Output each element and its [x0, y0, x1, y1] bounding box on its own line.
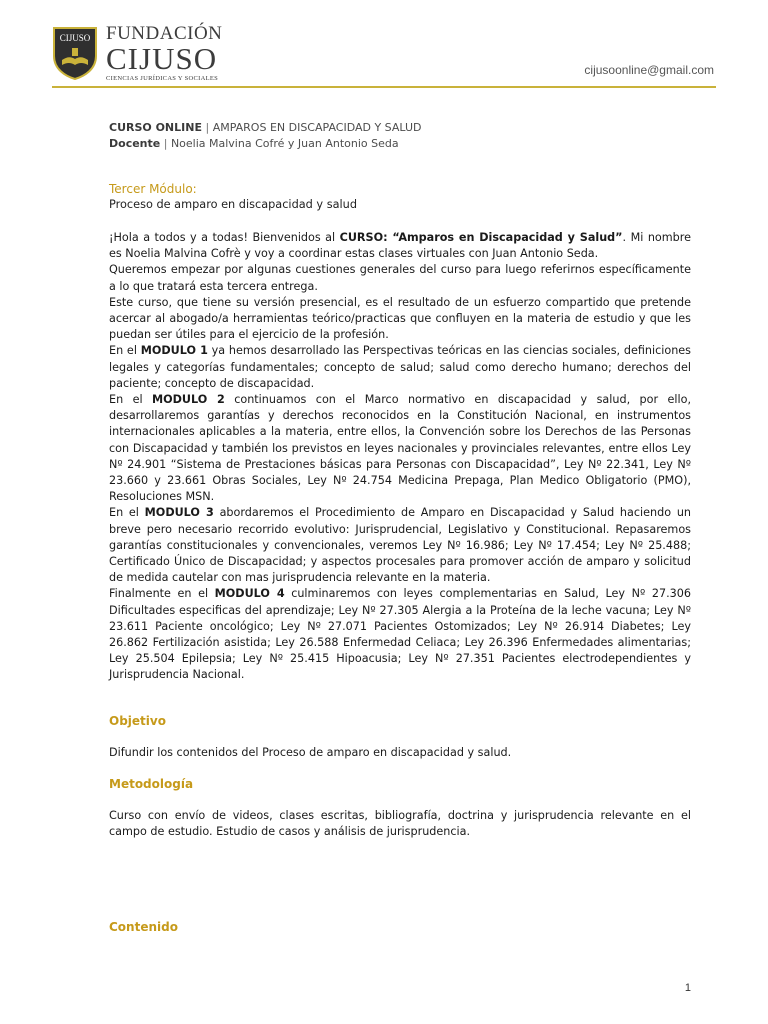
module-subtitle: Proceso de amparo en discapacidad y salud [109, 198, 357, 211]
document-body [109, 120, 691, 934]
teacher-names: Noelia Malvina Cofré y Juan Antonio Seda [170, 137, 399, 150]
course-name: AMPAROS EN DISCAPACIDAD Y SALUD [212, 121, 422, 134]
cijuso-shield-logo-icon [52, 26, 98, 80]
paragraph: ¡Hola a todos y a todas! Bienvenidos al CURSO: “Amparos en Discapacidad y Salud”. Mi nombre es Noelia Malvina Cofrè y voy a coordinar estas clases virtuales con Juan Antonio Seda. [109, 231, 691, 261]
paragraph: Queremos empezar por algunas cuestiones generales del curso para luego referirnos específicamente a lo que tratará esta tercera entrega. [109, 263, 691, 293]
page-number: 1 [684, 982, 691, 994]
teacher-line [109, 136, 691, 152]
metodologia-title: Metodología [109, 776, 194, 791]
paragraph: Finalmente en el MODULO 4 culminaremos con leyes complementarias en Salud, Ley Nº 27.306 Dificultades especificas del aprendizaje; Ley Nº 27.305 Alergia a la Proteína de la leche vacuna; Ley Nº 23.611 Paciente oncológico; Ley Nº 27.071 Pacientes Ostomizados; Ley Nº 26.914 Diabetes; Ley 26.862 Fertilización asistida; Ley 26.588 Enfermedad Celiaca; Ley 26.396 Enfermedades alimentarias; Ley 25.504 Epilepsia; Ley Nº 25.415 Hipoacusia; Ley Nº 27.351 Pacientes electrodependientes y Jurisprudencia Nacional. [109, 587, 691, 682]
logo-tagline: CIENCIAS JURÍDICAS Y SOCIALES [106, 75, 219, 82]
objetivo-text: Difundir los contenidos del Proceso de amparo en discapacidad y salud. [109, 745, 512, 759]
intro-text [109, 230, 691, 684]
contenido-title: Contenido [109, 920, 178, 935]
teacher-label: Docente [109, 137, 161, 150]
metodologia-text: Curso con envío de videos, clases escritas, bibliografía, doctrina y jurisprudencia relevante en el campo de estudio. Estudio de casos y análisis de jurisprudencia. [109, 808, 691, 839]
course-label: CURSO ONLINE [109, 121, 202, 134]
paragraph: Este curso, que tiene su versión presencial, es el resultado de un esfuerzo compartido que pretende acercar al abogado/a herramientas teórico/practicas que confluyen en la materia de estudio y que les puedan ser útiles para el ejercicio de la profesión. [109, 295, 691, 342]
logo-cijuso: CIJUSO [106, 41, 218, 76]
logo-wordmark [106, 24, 222, 82]
paragraph: En el MODULO 2 continuamos con el Marco normativo en discapacidad y salud, por ello, desarrollaremos garantías y derechos reconocidos en la Constitución Nacional, en instrumentos internacionales aplicables a la materia, entre ellos, la Convención sobre los Derechos de las Personas con Discapacidad y también los previstos en leyes nacionales y provinciales relevantes, entre ellos Ley Nº 24.901 “Sistema de Prestaciones básicas para Personas con Discapacidad”, Ley Nº 22.341, Ley Nº 23.660 y 23.661 Obras Sociales, Ley Nº 24.754 Medicina Prepaga, Plan Medico Obligatorio (PMO), Resoluciones MSN. [109, 393, 692, 504]
module-title: Tercer Módulo: [109, 182, 197, 196]
document-header [0, 0, 768, 92]
logo-badge-text: CIJUSO [59, 33, 91, 43]
paragraph: En el MODULO 3 abordaremos el Procedimiento de Amparo en Discapacidad y Salud haciendo un breve pero necesario recorrido evolutivo: Jurisprudencial, Legislativo y Constitucional. Repasaremos garantías constitucionales y convencionales, veremos Ley Nº 16.986; Ley Nº 17.454; Ley Nº 25.488; Certificado Único de Discapacidad; y aspectos procesales para promover acción de amparo y solicitud de medida cautelar con mas jurisprudencia relevante en la materia. [109, 506, 691, 585]
separator: | [205, 121, 210, 134]
paragraph: En el MODULO 1 ya hemos desarrollado las Perspectivas teóricas en las ciencias sociales, definiciones legales y categorías fundamentales; concepto de salud; salud como derecho humano; derechos del paciente; concepto de discapacidad. [109, 344, 691, 390]
separator: | [163, 137, 168, 150]
logo-fundacion: FUNDACIÓN [106, 23, 223, 44]
objetivo-title: Objetivo [109, 713, 166, 728]
header-divider [52, 86, 716, 88]
course-line [109, 120, 691, 136]
contact-email[interactable]: cijusoonline@gmail.com [584, 63, 714, 77]
